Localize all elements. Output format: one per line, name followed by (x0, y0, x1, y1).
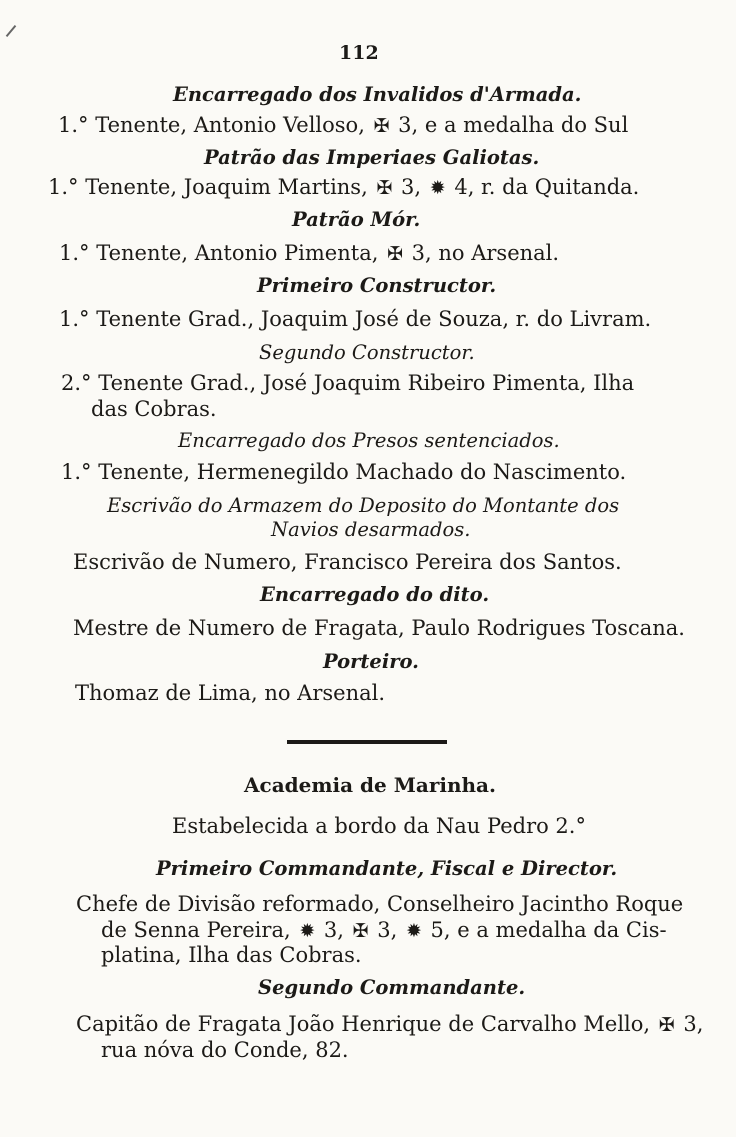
heading-escrivao-armazem: Escrivão do Armazem do Deposito do Montante dos (107, 494, 620, 517)
cross-icon: ✠ (387, 243, 403, 265)
entry-paulo-rodrigues: Mestre de Numero de Fragata, Paulo Rodrigues Toscana. (73, 616, 685, 640)
heading-escrivao-armazem-cont: Navios desarmados. (271, 518, 471, 541)
heading-patrao-mor: Patrão Mór. (292, 208, 421, 231)
heading-segundo-constructor: Segundo Constructor. (259, 341, 475, 364)
heading-porteiro: Porteiro. (323, 650, 419, 673)
entry-antonio-velloso: 1.° Tenente, Antonio Velloso, ✠ 3, e a medalha do Sul (58, 113, 629, 137)
star-order-icon: ✹ (429, 177, 446, 199)
entry-joao-henrique-cont: rua nóva do Conde, 82. (101, 1038, 349, 1062)
heading-presos-sentenciados: Encarregado dos Presos sentenciados. (178, 429, 560, 452)
entry-thomaz-lima: Thomaz de Lima, no Arsenal. (75, 681, 386, 705)
cross-icon: ✠ (376, 177, 393, 199)
entry-jacintho-roque-cont2: platina, Ilha das Cobras. (101, 943, 362, 967)
entry-francisco-pereira: Escrivão de Numero, Francisco Pereira dos Santos. (73, 550, 622, 574)
entry-jacintho-roque-cont: de Senna Pereira, ✹ 3, ✠ 3, ✹ 5, e a medalha da Cis- (101, 918, 667, 942)
page-mark (6, 25, 17, 37)
cross-icon: ✠ (658, 1014, 675, 1036)
cross-icon: ✠ (373, 115, 390, 137)
star-order-icon: ✹ (405, 920, 422, 942)
heading-encarregado-invalidos: Encarregado dos Invalidos d'Armada. (173, 83, 582, 106)
academy-title: Academia de Marinha. (244, 773, 496, 797)
heading-primeiro-constructor: Primeiro Constructor. (257, 274, 497, 297)
cross-icon: ✠ (352, 920, 369, 942)
star-order-icon: ✹ (299, 920, 316, 942)
heading-patrao-galiotas: Patrão das Imperiaes Galiotas. (204, 146, 540, 169)
academy-subtitle: Estabelecida a bordo da Nau Pedro 2.° (172, 814, 586, 838)
entry-jose-ribeiro-pimenta-cont: das Cobras. (91, 397, 217, 421)
page-number: 112 (339, 42, 379, 64)
section-divider (287, 740, 447, 744)
entry-antonio-pimenta: 1.° Tenente, Antonio Pimenta, ✠ 3, no Arsenal. (59, 241, 560, 265)
heading-segundo-commandante: Segundo Commandante. (258, 976, 526, 999)
heading-primeiro-commandante: Primeiro Commandante, Fiscal e Director. (156, 857, 618, 880)
entry-joaquim-martins: 1.° Tenente, Joaquim Martins, ✠ 3, ✹ 4, r. da Quitanda. (48, 175, 640, 199)
heading-encarregado-dito: Encarregado do dito. (260, 583, 490, 606)
entry-joao-henrique: Capitão de Fragata João Henrique de Carvalho Mello, ✠ 3, (76, 1012, 704, 1036)
entry-jacintho-roque: Chefe de Divisão reformado, Conselheiro Jacintho Roque (76, 892, 684, 916)
entry-joaquim-souza: 1.° Tenente Grad., Joaquim José de Souza, r. do Livram. (59, 307, 652, 331)
entry-hermenegildo: 1.° Tenente, Hermenegildo Machado do Nascimento. (61, 460, 627, 484)
entry-jose-ribeiro-pimenta: 2.° Tenente Grad., José Joaquim Ribeiro Pimenta, Ilha (61, 371, 635, 395)
